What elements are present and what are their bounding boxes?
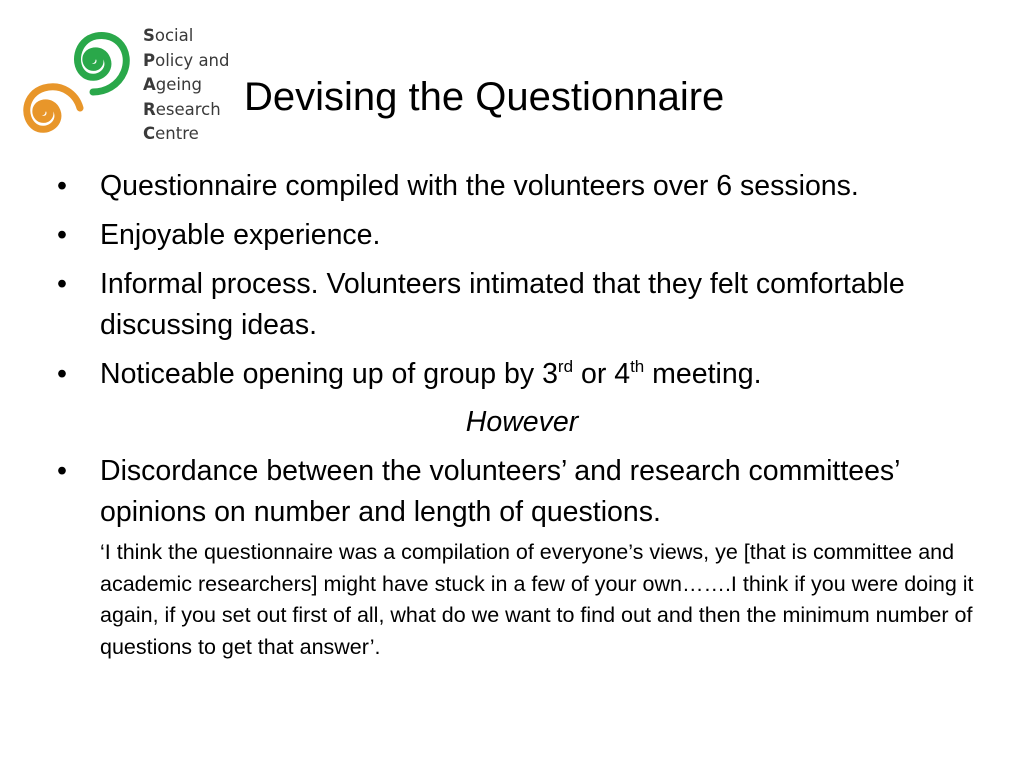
bullet-text: Discordance between the volunteers’ and research committees’ opinions on number and length of questions. [100,455,900,528]
bullet-item [57,264,987,346]
logo-line: Social [143,26,194,45]
however-line: However [465,406,579,438]
bullet-item [57,451,987,533]
bullet-text: Enjoyable experience. [100,219,381,251]
bullet-list [57,166,987,663]
bullet-item [57,166,987,207]
bullet-glyph: • [57,268,67,300]
bullet-glyph: • [57,455,67,487]
sparc-logo [10,22,245,152]
logo-line: Ageing [143,75,202,94]
bullet-text: Questionnaire compiled with the volunteers over 6 sessions. [100,170,859,202]
logo-line: Research [143,99,221,119]
bullet-glyph: • [57,358,67,390]
bullet-glyph: • [57,170,67,202]
slide-title: Devising the Questionnaire [244,75,725,119]
logo-line: Centre [143,124,199,143]
bullet-item [57,354,987,395]
logo-wordmark [143,24,229,147]
logo-line: Policy and [143,50,230,70]
spiral-logo-icon [10,22,145,152]
volunteer-quote: ‘I think the questionnaire was a compilation of everyone’s views, ye [that is committee and academic researchers] might have stuck in a few of your own…….I think if you were doing it again, if you set out first of all, what do we want to find out and then the minimum number of questions to get that answer’. [100,540,974,659]
bullet-text: Noticeable opening up of group by 3rd or 4th meeting. [100,357,762,390]
bullet-text: Informal process. Volunteers intimated that they felt comfortable discussing ideas. [100,268,905,341]
bullet-item [57,215,987,256]
bullet-glyph: • [57,219,67,251]
